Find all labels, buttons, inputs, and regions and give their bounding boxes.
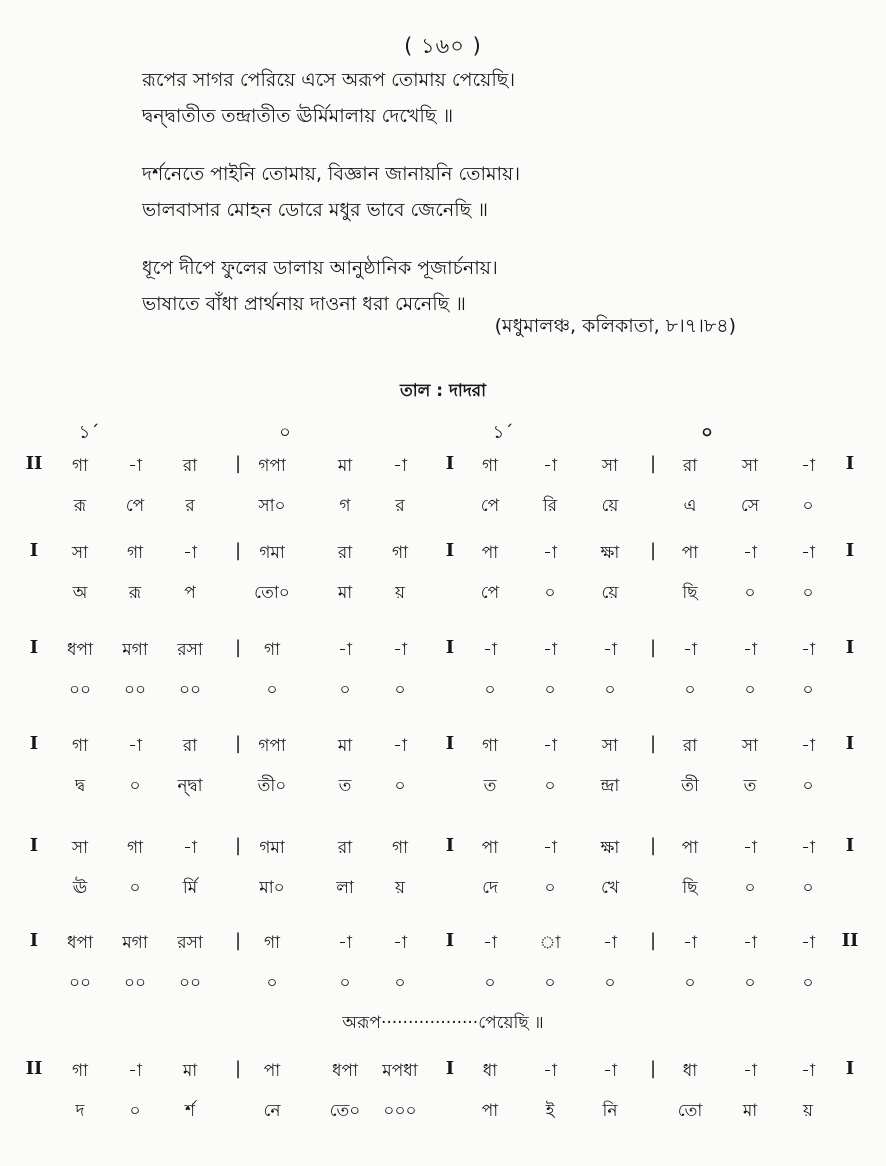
barline: | — [649, 1058, 657, 1079]
lyric-row — [0, 970, 886, 1010]
lyric-syllable: প — [184, 583, 196, 603]
lyric-syllable: রূ — [128, 583, 142, 603]
lyric-row — [0, 875, 886, 915]
swara-note: পা — [481, 838, 499, 858]
lyric-syllable: ০ — [544, 583, 556, 603]
swara-note: -া — [183, 543, 197, 563]
swara-note: সা — [71, 838, 89, 858]
swara-note: গমা — [259, 543, 285, 563]
lyric-syllable: ০ — [129, 1101, 141, 1121]
swara-note: গা — [71, 456, 89, 476]
swara-note: ক্ষা — [600, 543, 620, 563]
barline: I — [445, 835, 455, 856]
swara-note: গা — [391, 838, 409, 858]
end-barline: I — [845, 453, 855, 474]
swara-note: রা — [337, 838, 353, 858]
lyric-syllable: ০০০ — [383, 1101, 417, 1121]
lyric-syllable: র্শ — [184, 1101, 196, 1121]
swara-note: মা — [182, 1061, 198, 1081]
lyric-syllable: তো — [677, 1101, 703, 1121]
start-barline: I — [29, 540, 39, 561]
poem-line: দর্শনেতে পাইনি তোমায়, বিজ্ঞান জানায়নি তোমায়। — [142, 163, 521, 185]
swara-note: া — [539, 933, 561, 953]
barline: | — [234, 453, 242, 474]
barline: I — [445, 637, 455, 658]
tala-mark: ০ — [279, 422, 291, 443]
poem — [142, 62, 842, 322]
swara-note: -া — [743, 933, 757, 953]
lyric-syllable: ত — [743, 776, 757, 796]
swara-note: -া — [801, 838, 815, 858]
lyric-syllable: ০ — [544, 973, 556, 993]
swara-row — [0, 930, 886, 970]
swara-note: -া — [338, 933, 352, 953]
swara-row — [0, 733, 886, 773]
swara-note: -া — [543, 1061, 557, 1081]
swara-note: -া — [603, 1061, 617, 1081]
swara-note: সা — [741, 736, 759, 756]
lyric-syllable: ঊ — [72, 878, 88, 898]
end-barline: I — [845, 733, 855, 754]
lyric-syllable: ০০ — [123, 973, 147, 993]
lyric-syllable: য় — [394, 583, 405, 603]
lyric-syllable: ০ — [266, 680, 278, 700]
barline: | — [649, 835, 657, 856]
swara-note: -া — [338, 640, 352, 660]
lyric-syllable: ০০ — [68, 973, 92, 993]
swara-note: গা — [263, 933, 281, 953]
lyric-syllable: দ — [75, 1101, 85, 1121]
lyric-syllable: খে — [600, 878, 620, 898]
lyric-row — [0, 580, 886, 620]
lyric-syllable: ০ — [339, 680, 351, 700]
barline: | — [234, 835, 242, 856]
swara-row — [0, 453, 886, 493]
lyric-syllable: ০ — [802, 973, 814, 993]
swara-note: মা — [337, 456, 353, 476]
barline: | — [234, 1058, 242, 1079]
swara-note: সা — [601, 456, 619, 476]
swara-note: -া — [543, 640, 557, 660]
swara-note: -া — [801, 543, 815, 563]
lyric-syllable: ০ — [744, 878, 756, 898]
swara-note: -া — [128, 456, 142, 476]
swara-note: গা — [481, 736, 499, 756]
lyric-syllable: ০ — [604, 680, 616, 700]
swara-note: -া — [393, 933, 407, 953]
swara-note: গমা — [259, 838, 285, 858]
swara-note: রা — [682, 456, 698, 476]
barline: I — [445, 1058, 455, 1079]
lyric-syllable: ০ — [684, 680, 696, 700]
swara-note: মা — [337, 736, 353, 756]
swara-note: মপধা — [382, 1061, 418, 1081]
swara-note: সা — [601, 736, 619, 756]
lyric-syllable: পে — [480, 496, 500, 516]
barline: | — [649, 733, 657, 754]
poem-line: দ্বন্দ্বাতীত তন্দ্রাতীত ঊর্মিমালায় দেখেছি ॥ — [142, 105, 454, 127]
end-barline: II — [841, 930, 859, 951]
start-barline: II — [25, 453, 43, 474]
lyric-syllable: এ — [683, 496, 697, 516]
tala-mark: ০ — [701, 422, 713, 443]
swara-note: ধা — [482, 1061, 498, 1081]
barline: I — [445, 930, 455, 951]
swara-note: -া — [801, 456, 815, 476]
lyric-row — [0, 1098, 886, 1138]
swara-note: পা — [681, 838, 699, 858]
lyric-syllable: মা০ — [259, 878, 285, 898]
lyric-syllable: ০ — [394, 680, 406, 700]
barline: I — [445, 733, 455, 754]
swara-note: গা — [263, 640, 281, 660]
swara-note: -া — [183, 838, 197, 858]
lyric-syllable: মা — [742, 1101, 758, 1121]
lyric-row — [0, 773, 886, 813]
swara-note: -া — [801, 640, 815, 660]
barline: | — [649, 540, 657, 561]
barline: | — [234, 637, 242, 658]
lyric-syllable: ০ — [544, 680, 556, 700]
swara-note: -া — [393, 456, 407, 476]
barline: I — [445, 540, 455, 561]
swara-note: -া — [543, 543, 557, 563]
lyric-syllable: সা০ — [258, 496, 286, 516]
barline: | — [649, 637, 657, 658]
barline: | — [234, 930, 242, 951]
lyric-syllable: য় — [802, 1101, 813, 1121]
lyric-syllable: পে — [480, 583, 500, 603]
lyric-syllable: ত — [483, 776, 497, 796]
lyric-row — [0, 493, 886, 533]
swara-note: -া — [743, 640, 757, 660]
lyric-syllable: ০ — [802, 878, 814, 898]
lyric-syllable: ০ — [684, 973, 696, 993]
swara-note: রসা — [177, 640, 203, 660]
lyric-syllable: ০ — [604, 973, 616, 993]
swara-note: সা — [741, 456, 759, 476]
swara-note: গা — [71, 1061, 89, 1081]
end-barline: I — [845, 1058, 855, 1079]
lyric-syllable: নি — [602, 1101, 618, 1121]
swara-note: -া — [393, 640, 407, 660]
tala-marks — [0, 418, 886, 448]
lyric-syllable: ০ — [394, 973, 406, 993]
tala-heading: তাল : দাদরা — [399, 381, 487, 401]
lyric-syllable: রি — [542, 496, 558, 516]
start-barline: I — [29, 637, 39, 658]
lyric-syllable: মা — [337, 583, 353, 603]
swara-note: পা — [481, 543, 499, 563]
lyric-syllable: দ্ব — [74, 776, 86, 796]
lyric-syllable: ই — [545, 1101, 555, 1121]
swara-note: -া — [683, 933, 697, 953]
lyric-syllable: র — [185, 496, 195, 516]
end-barline: I — [845, 637, 855, 658]
swara-note: -া — [603, 640, 617, 660]
lyric-syllable: ০ — [802, 496, 814, 516]
swara-row — [0, 540, 886, 580]
swara-note: ধপা — [332, 1061, 358, 1081]
lyric-syllable: ০০ — [123, 680, 147, 700]
swara-note: -া — [801, 736, 815, 756]
barline: | — [649, 453, 657, 474]
lyric-syllable: ০ — [802, 680, 814, 700]
swara-note: গা — [126, 543, 144, 563]
swara-note: -া — [483, 933, 497, 953]
lyric-syllable: ন্দ্বা — [177, 776, 203, 796]
lyric-syllable: লা — [336, 878, 354, 898]
lyric-syllable: য়ে — [601, 496, 619, 516]
lyric-syllable: র্মি — [182, 878, 198, 898]
swara-note: -া — [743, 838, 757, 858]
start-barline: I — [29, 835, 39, 856]
swara-note: -া — [543, 736, 557, 756]
lyric-syllable: তে০ — [329, 1101, 361, 1121]
lyric-syllable: ০ — [266, 973, 278, 993]
lyric-syllable: তো০ — [254, 583, 290, 603]
swara-row — [0, 1058, 886, 1098]
lyric-syllable: ০০ — [178, 973, 202, 993]
lyric-syllable: সে — [740, 496, 760, 516]
swara-note: রা — [182, 736, 198, 756]
poem-line: ভাষাতে বাঁধা প্রার্থনায় দাওনা ধরা মেনেছি ॥ — [142, 293, 466, 315]
tala-mark: ১´ — [492, 422, 514, 443]
swara-note: -া — [683, 640, 697, 660]
start-barline: I — [29, 930, 39, 951]
swara-note: -া — [128, 736, 142, 756]
barline: | — [234, 540, 242, 561]
swara-note: রা — [682, 736, 698, 756]
swara-note: গা — [71, 736, 89, 756]
lyric-syllable: রূ — [73, 496, 87, 516]
swara-note: মগা — [122, 933, 148, 953]
interlude-text: অরূপ··················পেয়েছি ॥ — [342, 1013, 544, 1033]
lyric-syllable: ০ — [339, 973, 351, 993]
lyric-syllable: ০ — [484, 680, 496, 700]
tala-mark: ১´ — [78, 422, 100, 443]
swara-note: -া — [483, 640, 497, 660]
lyric-syllable: পে — [125, 496, 145, 516]
lyric-syllable: ০ — [802, 583, 814, 603]
poem-line: ভালবাসার মোহন ডোরে মধুর ভাবে জেনেছি ॥ — [142, 199, 488, 221]
swara-note: সা — [71, 543, 89, 563]
lyric-syllable: ০ — [744, 973, 756, 993]
swara-note: -া — [543, 838, 557, 858]
lyric-syllable: ০ — [544, 878, 556, 898]
swara-note: ধপা — [67, 933, 93, 953]
barline: | — [649, 930, 657, 951]
swara-note: গা — [391, 543, 409, 563]
lyric-syllable: ০ — [544, 776, 556, 796]
lyric-syllable: ০০ — [68, 680, 92, 700]
swara-note: রা — [337, 543, 353, 563]
lyric-syllable: ত — [338, 776, 352, 796]
page-number: ( ১৬০ ) — [404, 34, 482, 58]
swara-note: গপা — [258, 456, 286, 476]
swara-note: গা — [126, 838, 144, 858]
swara-note: গপা — [258, 736, 286, 756]
swara-note: -া — [743, 543, 757, 563]
lyric-syllable: য় — [394, 878, 405, 898]
swara-note: -া — [801, 933, 815, 953]
lyric-syllable: য়ে — [601, 583, 619, 603]
swara-note: ধা — [682, 1061, 698, 1081]
swara-note: -া — [128, 1061, 142, 1081]
swara-note: রা — [182, 456, 198, 476]
lyric-syllable: ০ — [484, 973, 496, 993]
swara-note: পা — [263, 1061, 281, 1081]
swara-row — [0, 835, 886, 875]
lyric-syllable: ০ — [744, 583, 756, 603]
lyric-syllable: র — [395, 496, 405, 516]
lyric-syllable: ০ — [744, 680, 756, 700]
swara-note: -া — [743, 1061, 757, 1081]
citation: (মধুমালঞ্চ, কলিকাতা, ৮।৭।৮৪) — [494, 315, 736, 337]
lyric-syllable: তী০ — [257, 776, 287, 796]
lyric-syllable: দে — [482, 878, 498, 898]
lyric-syllable: ০ — [129, 878, 141, 898]
swara-row — [0, 637, 886, 677]
lyric-syllable: ছি — [682, 583, 698, 603]
lyric-syllable: ০ — [802, 776, 814, 796]
lyric-syllable: পা — [481, 1101, 499, 1121]
lyric-syllable: ০ — [394, 776, 406, 796]
lyric-syllable: ০০ — [178, 680, 202, 700]
lyric-syllable: ন্দ্রা — [600, 776, 620, 796]
barline: I — [445, 453, 455, 474]
barline: | — [234, 733, 242, 754]
lyric-syllable: ছি — [682, 878, 698, 898]
swara-note: পা — [681, 543, 699, 563]
swara-note: -া — [543, 456, 557, 476]
swara-note: গা — [481, 456, 499, 476]
swara-note: ধপা — [67, 640, 93, 660]
swara-note: ক্ষা — [600, 838, 620, 858]
poem-line: ধূপে দীপে ফুলের ডালায় আনুষ্ঠানিক পূজার্চনায়। — [142, 257, 498, 279]
lyric-syllable: গ — [339, 496, 351, 516]
lyric-syllable: নে — [263, 1101, 281, 1121]
start-barline: I — [29, 733, 39, 754]
swara-note: -া — [801, 1061, 815, 1081]
start-barline: II — [25, 1058, 43, 1079]
swara-note: রসা — [177, 933, 203, 953]
lyric-syllable: তী — [681, 776, 699, 796]
swara-note: মগা — [122, 640, 148, 660]
swara-note: -া — [393, 736, 407, 756]
end-barline: I — [845, 540, 855, 561]
poem-line: রূপের সাগর পেরিয়ে এসে অরূপ তোমায় পেয়েছি। — [142, 69, 516, 91]
end-barline: I — [845, 835, 855, 856]
swara-note: -া — [603, 933, 617, 953]
lyric-syllable: অ — [72, 583, 88, 603]
lyric-row — [0, 677, 886, 717]
lyric-syllable: ০ — [129, 776, 141, 796]
